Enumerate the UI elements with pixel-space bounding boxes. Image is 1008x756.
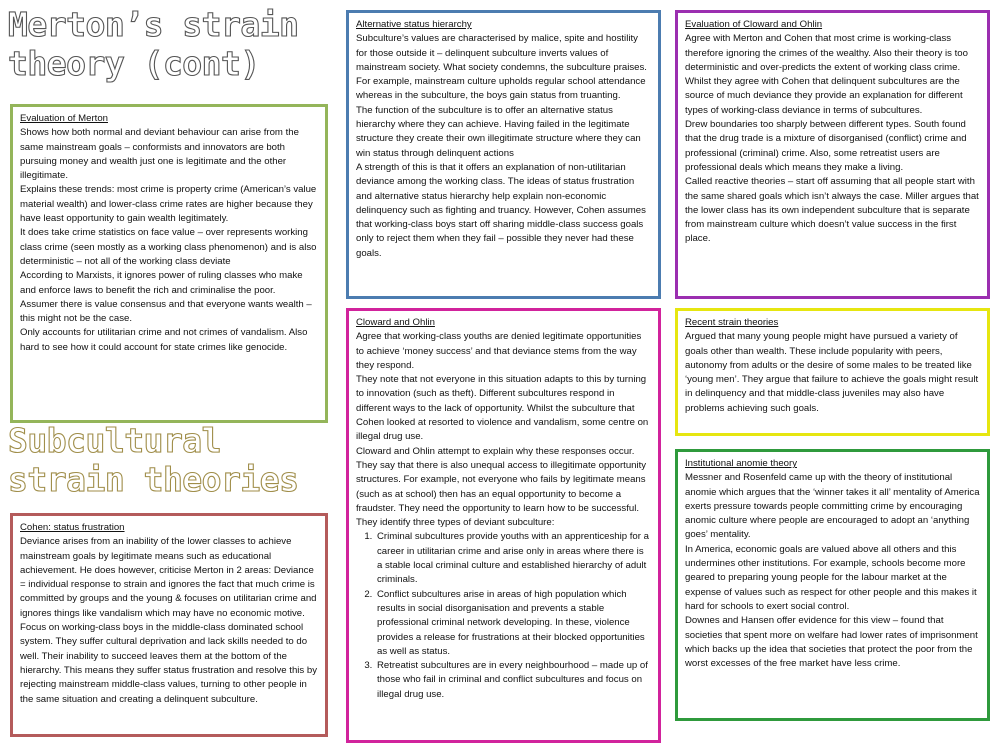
anomie-line: Downes and Hansen offer evidence for this view – found that societies that spent more on welfare had lower rates of imprisonment which backs up the idea that societies that protect the poor from the worst excesses of the free market have less crime. [685,615,978,670]
recent-strain-theories-box [675,308,990,436]
merton-evaluation-line: According to Marxists, it ignores power of ruling classes who make and enforce laws to benefit the rich and criminalise the poor. [20,270,303,296]
evaluation-line: Agree with Merton and Cohen that most crime is working-class therefore ignoring the crimes of the wealthy. Also their theory is too deterministic and over-predicts the extent of working class crime. [685,33,968,73]
evaluation-line: Drew boundaries too sharply between different types. South found that the drug trade is a mixture of disorganised (conflict) crime and professional (criminal) crime. Also, some retreatist users are professional deals which means they make a living. [685,119,967,173]
cohen-line: Deviance arises from an inability of the lower classes to achieve mainstream goals by legitimate means such as educational achievement. He does however, criticise Merton in 2 areas: Deviance = individual response to strain and ignores the fact that much crime is committed by groups and the young & focuses on utilitarian crime and ignores things like vandalism which may have no economic motive. [20,536,317,619]
cloward-ohlin-box [346,308,661,743]
merton-evaluation-title: Evaluation of Merton [20,113,108,124]
merton-evaluation-line: Explains these trends: most crime is property crime (American’s value material wealth) and lower-class crime rates are higher because they have least opportunity to gain wealth legitimately. [20,184,317,225]
merton-evaluation-box [10,104,328,423]
recent-line: Argued that many young people might have pursued a variety of goals other than wealth. These include popularity with peers, autonomy from adults or the desire of some males to be treated like ‘young men’. They argue that failure to achieve the goals might result in delinquency and that middle-class juveniles may also have problems achieving such goals. [685,331,979,414]
cloward-ohlin-evaluation-box [675,10,990,299]
alternative-line: Subculture’s values are characterised by malice, spite and hostility for those outside it – delinquent subculture inverts values of mainstream society. What society condemns, the subculture praises. For example, mainstream culture upholds regular school attendance whereas in the subculture, the boys gain status from truanting. [356,33,647,102]
page-title: Merton’s strain theory (cont) [8,5,299,83]
alternative-status-hierarchy-box [346,10,661,299]
subculture-types-list [356,530,651,702]
subculture-type-item: 3. Retreatist subcultures are in every neighbourhood – made up of those who fail in criminal and conflict subcultures and focus on illegal drug use. [375,659,651,702]
evaluation-line: Called reactive theories – start off assuming that all people start with the same shared goals which isn’t always the case. Miller argues that the lower class has its own independent subculture that is separate from mainstream culture which doesn’t value success in the first place. [685,176,979,245]
subculture-type-item: 2. Conflict subcultures arise in areas of high population which results in social disorganisation and prevents a stable professional criminal network developing. In these, violence provides a release for frustrations at their blocked opportunities as well as status. [375,588,651,659]
alternative-line: A strength of this is that it offers an explanation of non-utilitarian deviance among the working class. The ideas of status frustration and alternative status hierarchy help explain non-economic delinquency such as fighting and truancy. However, Cohen assumes that working-class boys start off sharing middle-class success goals only to reject them when they fail – possible they never had these goals. [356,161,646,259]
recent-title: Recent strain theories [685,317,779,328]
anomie-line: Messner and Rosenfeld came up with the theory of institutional anomie which argues that the ‘winner takes it all’ mentality of America exerts pressure towards people committing crime by encouraging anomic culture where people are encouraged to adopt an ‘anything goes’ mentality. [685,472,980,541]
cloward-line: Cloward and Ohlin attempt to explain why these responses occur. They say that there is also unequal access to illegitimate opportunity structures. For example, not everyone who fails by legitimate means (such as at school) then has an equal opportunity to become a fraudster. They need the opportunity to learn how to be successful. [356,445,647,514]
anomie-line: In America, economic goals are valued above all others and this undermines other institutions. For example, schools become more geared to preparing young people for the labour market at the expense of values such as respect for other people and this makes it hard for schools to exert social control. [685,543,977,612]
cloward-title: Cloward and Ohlin [356,317,435,328]
cohen-line: Focus on working-class boys in the middle-class dominated school system. They suffer cultural deprivation and lack skills needed to do well. Their inability to succeed leaves them at the bottom of the hierarchy. This means they suffer status frustration and resolve this by rejecting mainstream middle-class values, turning to other people in the same situation and creating a delinquent subculture. [20,622,318,705]
cohen-status-frustration-box [10,513,328,737]
cohen-title: Cohen: status frustration [20,522,125,533]
evaluation-title: Evaluation of Cloward and Ohlin [685,19,823,30]
evaluation-line: Whilst they agree with Cohen that delinquent subcultures are the source of much deviance they provide an explanation for different types of working-class deviance in terms of subcultures. [685,76,963,116]
merton-evaluation-line: Shows how both normal and deviant behaviour can arise from the same mainstream goals – conformists and innovators are both pursuing money and wealth just one is legitimate and the other illegitimate. [20,127,299,182]
anomie-title: Institutional anomie theory [685,458,797,469]
merton-evaluation-line: Assumer there is value consensus and that everyone wants wealth – this might not be the case. [20,298,312,325]
alternative-title: Alternative status hierarchy [356,19,472,30]
merton-evaluation-line: Only accounts for utilitarian crime and not crimes of vandalism. Also hard to see how it could account for state crimes like genocide. [20,327,308,353]
cloward-line: Agree that working-class youths are denied legitimate opportunities to achieve ‘money success’ and that deviance stems from the way they respond. [356,331,642,371]
institutional-anomie-box [675,449,990,721]
alternative-line: The function of the subculture is to offer an alternative status hierarchy where they can achieve. Having failed in the legitimate structure they create their own illegitimate structure where they can win status through delinquent actions [356,104,641,159]
merton-evaluation-line: It does take crime statistics on face value – over represents working class crime (seen mostly as a working class phenomenon) and is also deterministic – not all of the working class deviate [20,227,317,267]
subcultural-heading: Subcultural strain theories [8,421,299,499]
subculture-type-item: 1. Criminal subcultures provide youths with an apprenticeship for a career in utilitarian crime and arise only in areas where there is a stable local criminal culture and established hierarchy of adult criminals. [375,530,651,587]
cloward-line: They note that not everyone in this situation adapts to this by turning to innovation (such as theft). Different subcultures respond in different ways to the lack of opportunity. Whilst the subculture that Cohen looked at resorted to violence and vandalism, some centre on illegal drug use. [356,374,649,443]
cloward-line: They identify three types of deviant subculture: [356,517,555,529]
